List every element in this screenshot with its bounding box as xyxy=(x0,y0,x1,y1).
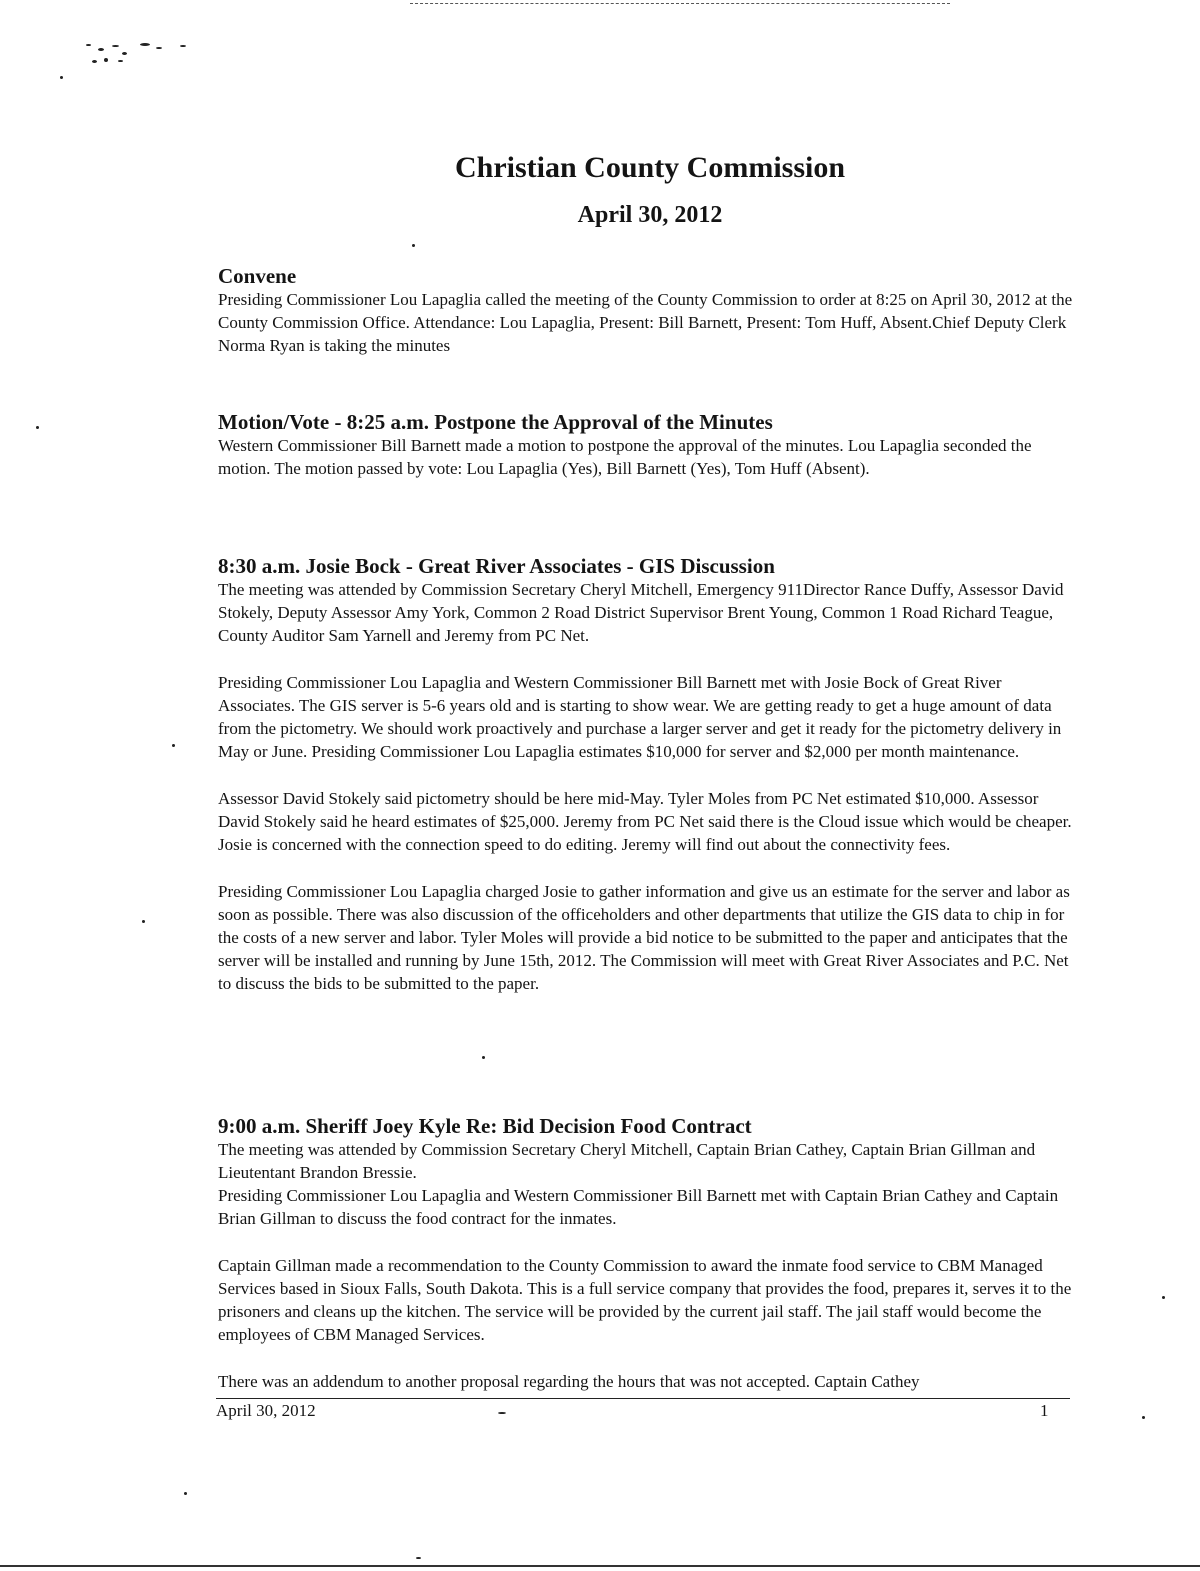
section-heading: 9:00 a.m. Sheriff Joey Kyle Re: Bid Decision Food Contract xyxy=(218,1114,752,1138)
section-heading: 8:30 a.m. Josie Bock - Great River Associates - GIS Discussion xyxy=(218,554,775,578)
section-heading: Convene xyxy=(218,264,297,288)
section-motion-vote xyxy=(218,410,1078,480)
scan-artifact-bottom-line xyxy=(0,1565,1200,1567)
footer-divider xyxy=(216,1398,1070,1399)
section-paragraph: Presiding Commissioner Lou Lapaglia and Western Commissioner Bill Barnett met with Josie Bock of Great River Associates. The GIS server is 5-6 years old and is starting to show wear. We are getting ready to get a huge amount of data from the pictometry. We should work proactively and purchase a larger server and get it ready for the pictometry delivery in May or June. Presiding Commissioner Lou Lapaglia estimates $10,000 for server and $2,000 per month maintenance. xyxy=(218,673,1062,761)
document-title: Christian County Commission xyxy=(454,151,846,184)
section-paragraph: Presiding Commissioner Lou Lapaglia and Western Commissioner Bill Barnett met with Captain Brian Cathey and Captain Brian Gillman to discuss the food contract for the inmates. xyxy=(218,1186,1059,1228)
section-paragraph: Assessor David Stokely said pictometry should be here mid-May. Tyler Moles from PC Net estimated $10,000. Assessor David Stokely said he heard estimates of $25,000. Jeremy from PC Net said there is the Cloud issue which would be cheaper. Josie is concerned with the connection speed to do editing. Jeremy will find out about the connectivity fees. xyxy=(218,789,1072,854)
section-paragraph: There was an addendum to another proposal regarding the hours that was not accepted. Captain Cathey xyxy=(218,1372,920,1391)
page-number: 1 xyxy=(1040,1401,1049,1420)
section-paragraph: Presiding Commissioner Lou Lapaglia called the meeting of the County Commission to order at 8:25 on April 30, 2012 at the County Commission Office. Attendance: Lou Lapaglia, Present: Bill Barnett, Present: Tom Huff, Absent.Chief Deputy Clerk Norma Ryan is taking the minutes xyxy=(218,290,1073,355)
section-heading: Motion/Vote - 8:25 a.m. Postpone the Approval of the Minutes xyxy=(218,410,773,434)
scan-artifact-top-line xyxy=(410,3,950,4)
section-paragraph: Presiding Commissioner Lou Lapaglia charged Josie to gather information and give us an estimate for the server and labor as soon as possible. There was also discussion of the officeholders and other departments that utilize the GIS data to chip in for the costs of a new server and labor. Tyler Moles will provide a bid notice to be submitted to the paper and anticipates that the server will be installed and running by June 15th, 2012. The Commission will meet with Great River Associates and P.C. Net to discuss the bids to be submitted to the paper. xyxy=(218,882,1070,993)
section-gis-discussion xyxy=(218,554,1078,995)
section-paragraph: The meeting was attended by Commission Secretary Cheryl Mitchell, Captain Brian Cathey, Captain Brian Gillman and Lieutentant Brandon Bressie. xyxy=(218,1140,1036,1182)
document-date: April 30, 2012 xyxy=(577,202,723,228)
section-paragraph: The meeting was attended by Commission Secretary Cheryl Mitchell, Emergency 911Director Rance Duffy, Assessor David Stokely, Deputy Assessor Amy York, Common 2 Road District Supervisor Brent Young, Common 1 Road Richard Teague, County Auditor Sam Yarnell and Jeremy from PC Net. xyxy=(218,580,1064,645)
section-paragraph: Western Commissioner Bill Barnett made a motion to postpone the approval of the minutes. Lou Lapaglia seconded the motion. The motion passed by vote: Lou Lapaglia (Yes), Bill Barnett (Yes), Tom Huff (Absent). xyxy=(218,436,1032,478)
footer-date: April 30, 2012 xyxy=(216,1401,316,1420)
section-food-contract xyxy=(218,1114,1078,1393)
section-paragraph: Captain Gillman made a recommendation to the County Commission to award the inmate food service to CBM Managed Services based in Sioux Falls, South Dakota. This is a full service company that provides the food, prepares it, serves it to the prisoners and cleans up the kitchen. The service will be provided by the current jail staff. The jail staff would become the employees of CBM Managed Services. xyxy=(218,1256,1072,1344)
section-convene xyxy=(218,264,1078,357)
